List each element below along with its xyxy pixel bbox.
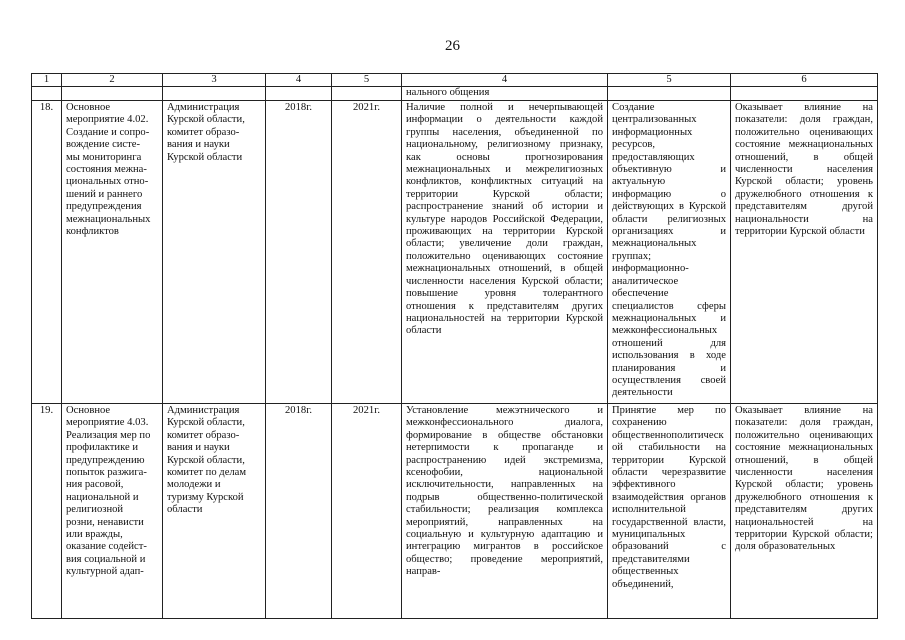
cell-line: вождение систе- [66, 139, 140, 151]
page-number: 26 [445, 38, 460, 54]
table-row [32, 404, 878, 619]
cell-line: вия социальной и [66, 553, 146, 565]
end-year: 2021г. [332, 404, 402, 619]
header-cell-7: 5 [608, 74, 731, 87]
header-cell-5: 5 [332, 74, 402, 87]
cell-line: культурной адап- [66, 566, 144, 578]
cell-line: национальной и [66, 491, 139, 503]
indicator-link: Оказывает влияние на показатели: доля граждан, положительно оценивающих состояние межнациональных отношений, в общей численности населения Курской области; уровень дружелюбного отношения к представителям других национальностей на территории Курской области; доля образовательных [731, 404, 878, 619]
end-year: 2021г. [332, 101, 402, 404]
cell-line: профилактике и [66, 442, 138, 454]
cell-line: молодежи и [167, 479, 221, 491]
cell-line: Основное [66, 405, 111, 416]
cell-line: туризму Курской [167, 491, 244, 503]
row-number: 18. [32, 101, 62, 404]
main-directions: Принятие мер по сохранению общественнополитической стабильности на территории Курской области черезразвитие эффективного взаимодействия органов исполнительной государственной власти, муниципальных образований с представителями общественных объединений, [608, 404, 731, 619]
cell-line: комитет по делам [167, 467, 247, 479]
event-name [62, 101, 163, 404]
event-name [62, 404, 163, 619]
continuation-row [32, 87, 878, 101]
cell-line: религиозной [66, 504, 124, 516]
start-year: 2018г. [266, 404, 332, 619]
executor [163, 101, 266, 404]
cell-line: шений и раннего [66, 188, 143, 200]
cell-line: циональных отно- [66, 176, 149, 188]
cell-line: вания и науки [167, 139, 230, 151]
cell-line: ния расовой, [66, 479, 124, 491]
cell-line: Курской области, [167, 417, 245, 429]
cell-line: Создание и сопро- [66, 126, 150, 138]
cell-line: мероприятие 4.02. [66, 114, 149, 126]
cell-line: вания и науки [167, 442, 230, 454]
table-row [32, 101, 878, 404]
continuation-text: нального общения [402, 87, 608, 101]
cell-line: оказание содейст- [66, 541, 147, 553]
cell-line: розни, ненависти [66, 516, 144, 528]
expected-result: Установление межэтнического и межконфессионального диалога, формирование в обществе обстановки нетерпимости к пропаганде и распространению идей экстремизма, ксенофобии, национальной исключительности, направленных на подрыв общественно-политической стабильности; реализация комплекса мероприятий, направленных на социальную и культурную адаптацию и интеграцию мигрантов в российское общество; проведение мероприятий, направ- [402, 404, 608, 619]
cell-line: попыток разжига- [66, 467, 147, 479]
header-cell-8: 6 [731, 74, 878, 87]
program-table [31, 73, 878, 619]
header-row [32, 74, 878, 87]
cell-line: Администрация [167, 102, 240, 113]
main-directions: Создание централизованных информационных ресурсов, предоставляющих объективную и актуальную информацию о действующих в Курской области религиозных организациях и межнациональных группах; информационно-аналитическое обеспечение специалистов сферы межнациональных и межконфессиональных отношений для использования в ходе планирования и осуществления своей деятельности [608, 101, 731, 404]
cell-line: Реализация мер по [66, 429, 151, 441]
row-number: 19. [32, 404, 62, 619]
cell-line: мы мониторинга [66, 151, 142, 163]
cell-line: Курской области [167, 151, 243, 163]
cell-line: состояния межна- [66, 164, 147, 176]
start-year: 2018г. [266, 101, 332, 404]
header-cell-1: 1 [32, 74, 62, 87]
cell-line: Курской области, [167, 114, 245, 126]
indicator-link: Оказывает влияние на показатели: доля граждан, положительно оценивающих состояние межнациональных отношений, в общей численности населения Курской области; уровень дружелюбного отношения к представителям другой национальности на территории Курской области [731, 101, 878, 404]
header-cell-3: 3 [163, 74, 266, 87]
cell-line: или вражды, [66, 529, 123, 541]
expected-result: Наличие полной и нечерпывающей информации о деятельности каждой группы населения, объединенной по национальному, религиозному признаку, как основы прогнозирования межнациональных и межрелигиозных конфликтов, конфликтных ситуаций на территории Курской области; распространение знаний об истории и культуре народов Российской Федерации, проживающих на территории Курской области; увеличение доли граждан, положительно оценивающих состояние межнациональных отношений, в общей численности населения Курской области; повышение уровня толерантного отношения к представителям других национальностей на территории Курской области [402, 101, 608, 404]
executor [163, 404, 266, 619]
cell-line: области [167, 504, 203, 516]
cell-line: предупреждению [66, 454, 145, 466]
cell-line: Основное [66, 102, 111, 113]
cell-line: межнациональных [66, 213, 151, 225]
cell-line: комитет образо- [167, 429, 240, 441]
header-cell-4: 4 [266, 74, 332, 87]
header-cell-2: 2 [62, 74, 163, 87]
cell-line: конфликтов [66, 226, 119, 238]
cell-line: предупреждения [66, 201, 142, 213]
cell-line: Администрация [167, 405, 240, 416]
header-cell-6: 4 [402, 74, 608, 87]
cell-line: комитет образо- [167, 126, 240, 138]
cell-line: Курской области, [167, 454, 245, 466]
cell-line: мероприятие 4.03. [66, 417, 149, 429]
